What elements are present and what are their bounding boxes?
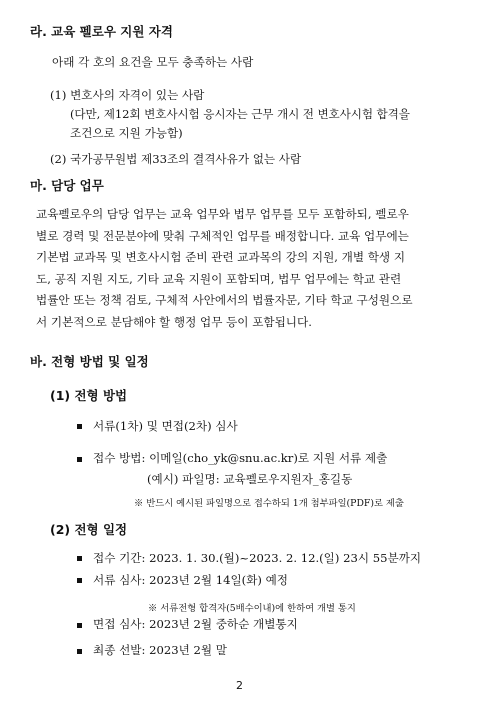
bullet-icon	[77, 623, 82, 628]
selection-schedule-heading: (2) 전형 일정	[50, 522, 128, 537]
section-ra-heading: 라. 교육 펠로우 지원 자격	[30, 24, 173, 39]
section-ra-intro: 아래 각 호의 요건을 모두 충족하는 사람	[52, 55, 254, 69]
duties-line: 도, 공직 지원 지도, 기타 교육 지원이 포함되며, 법무 업무에는 학교 관련	[36, 271, 402, 286]
bullet-icon	[77, 457, 82, 462]
duties-line: 기본법 교과목 및 변호사시험 준비 관련 교과목의 강의 지원, 개별 학생 지	[36, 250, 406, 265]
selection-method-heading: (1) 전형 방법	[50, 388, 128, 403]
section-ma-heading: 마. 담당 업무	[30, 178, 104, 193]
bullet-icon	[77, 556, 82, 561]
duties-paragraph	[36, 204, 461, 334]
schedule-note: ※ 서류전형 합격자(5배수이내)에 한하여 개별 통지	[148, 603, 356, 614]
bullet-icon	[77, 649, 82, 654]
duties-line: 법률안 또는 정책 검토, 구체적 사안에서의 법률자문, 기타 학교 구성원으로	[36, 293, 413, 308]
filename-note: ※ 반드시 예시된 파일명으로 접수하되 1개 첨부파일(PDF)로 제출	[134, 498, 404, 509]
schedule-bullet-3: 면접 심사: 2023년 2월 중하순 개별통지	[93, 617, 298, 631]
method-bullet-2: 접수 방법: 이메일(cho_yk@snu.ac.kr)로 지원 서류 제출	[93, 451, 388, 465]
eligibility-item-1-note-cont: 조건으로 지원 가능함)	[70, 126, 183, 140]
schedule-bullet-2: 서류 심사: 2023년 2월 14일(화) 예정	[93, 573, 289, 587]
method-bullet-1: 서류(1차) 및 면접(2차) 심사	[93, 419, 238, 433]
schedule-bullet-4: 최종 선발: 2023년 2월 말	[93, 643, 227, 657]
section-ba-heading: 바. 전형 방법 및 일정	[30, 354, 149, 369]
bullet-icon	[77, 578, 82, 583]
eligibility-item-1: (1) 변호사의 자격이 있는 사람	[50, 88, 205, 102]
filename-example: (예시) 파일명: 교육펠로우지원자_홍길동	[147, 472, 353, 486]
eligibility-item-1-note: (다만, 제12회 변호사시험 응시자는 근무 개시 전 변호사시험 합격을	[70, 107, 410, 121]
bullet-icon	[77, 424, 82, 429]
duties-line: 교육펠로우의 담당 업무는 교육 업무와 법무 업무를 모두 포함하되, 펠로우	[36, 207, 409, 221]
page-number: 2	[236, 679, 243, 692]
eligibility-item-2: (2) 국가공무원법 제33조의 결격사유가 없는 사람	[50, 152, 302, 166]
schedule-bullet-1: 접수 기간: 2023. 1. 30.(월)~2023. 2. 12.(일) 23시 55분까지	[93, 551, 422, 565]
duties-line: 별로 경력 및 전문분야에 맞춰 구체적인 업무를 배정합니다. 교육 업무에는	[36, 228, 409, 243]
duties-line: 서 기본적으로 분담해야 할 행정 업무 등이 포함됩니다.	[36, 314, 312, 329]
